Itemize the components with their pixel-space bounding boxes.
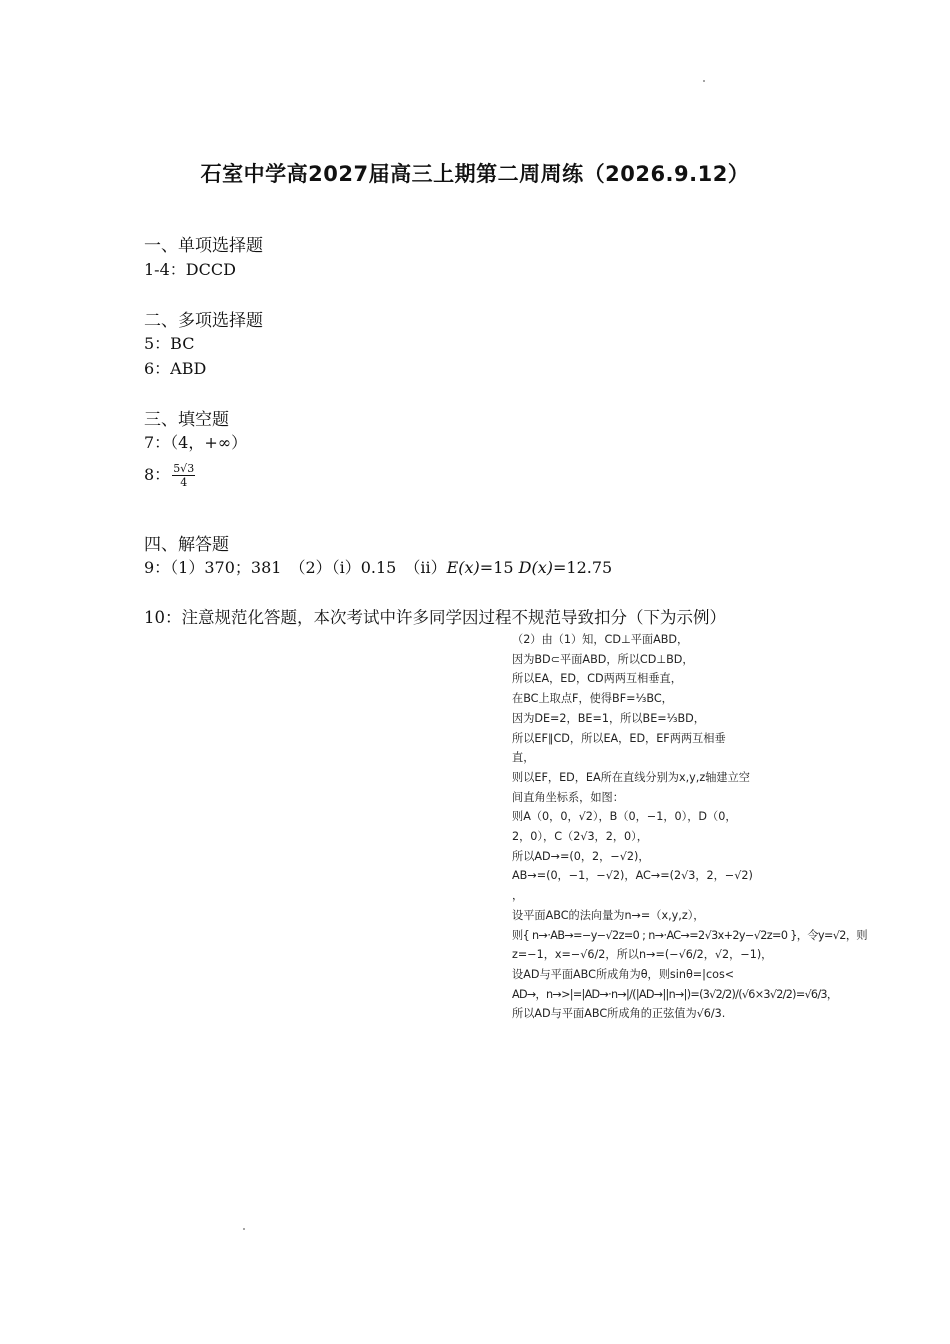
- answer-10-note: 10：注意规范化答题，本次考试中许多同学因过程不规范导致扣分（下为示例）: [144, 608, 726, 627]
- solution-line: 所以AD与平面ABC所成角的正弦值为√6/3.: [512, 1007, 726, 1021]
- section-heading-solutions: 四、解答题: [144, 535, 229, 555]
- variance-value: =12.75: [553, 558, 613, 577]
- solution-line: AD→，n→>|=|AD→·n→|/(|AD→||n→|)=(3√2/2)/(√6×3√2/2)=√6/3，: [512, 987, 838, 1001]
- answer-8: [144, 462, 195, 489]
- solution-line: ，: [512, 889, 524, 903]
- answer-9: [144, 555, 612, 578]
- solution-line: 在BC上取点F，使得BF=⅓BC，: [512, 692, 673, 706]
- solution-line: 则A（0，0，√2），B（0，−1，0），D（0，: [512, 810, 737, 824]
- solution-line: 所以EA，ED，CD两两互相垂直，: [512, 672, 682, 686]
- section-heading-single-choice: 一、单项选择题: [144, 236, 263, 256]
- solution-line: 2，0），C（2√3，2，0），: [512, 830, 648, 844]
- answer-9-parts: 9：（1）370；381 （2）（i）0.15 （ii）: [144, 558, 447, 577]
- expectation-value: =15: [479, 558, 519, 577]
- example-solution-image: [512, 630, 868, 1110]
- answer-5: 5：BC: [144, 334, 195, 353]
- answer-8-label: 8：: [144, 465, 171, 484]
- section-heading-fill-in: 三、填空题: [144, 410, 229, 430]
- answer-8-fraction: [172, 462, 195, 489]
- solution-line: 直，: [512, 751, 535, 765]
- expectation-symbol: E(x): [446, 558, 480, 577]
- solution-line: 设AD与平面ABC所成角为θ，则sinθ=|cos<: [512, 967, 735, 981]
- section-heading-multi-choice: 二、多项选择题: [144, 311, 263, 331]
- fraction-numerator: 5√3: [173, 462, 195, 475]
- solution-line: 则{ n→·AB→=−y−√2z=0 ; n→·AC→=2√3x+2y−√2z=0 }，令y=√2，则: [512, 928, 868, 942]
- solution-line: （2）由（1）知，CD⊥平面ABD，: [512, 633, 689, 646]
- answer-1-4: 1-4：DCCD: [144, 260, 236, 279]
- solution-line: 因为DE=2，BE=1，所以BE=⅓BD，: [512, 711, 705, 725]
- solution-line: 间直角坐标系，如图：: [512, 790, 624, 804]
- page-title: 石室中学高2027届高三上期第二周周练（2026.9.12）: [200, 162, 750, 186]
- answer-6: 6：ABD: [144, 359, 207, 378]
- solution-line: 所以EF∥CD，所以EA，ED，EF两两互相垂: [512, 731, 726, 745]
- solution-line: 设平面ABC的法向量为n→=（x,y,z），: [512, 908, 705, 922]
- scan-speck: [703, 80, 705, 82]
- solution-line: 所以AD→=(0，2，−√2)，: [512, 849, 650, 863]
- solution-line: AB→=(0，−1，−√2)，AC→=(2√3，2，−√2): [512, 869, 753, 883]
- scan-speck: [243, 1228, 245, 1230]
- fraction-denominator: 4: [180, 476, 188, 489]
- variance-symbol: D(x): [518, 558, 553, 577]
- solution-line: 因为BD⊂平面ABD，所以CD⊥BD，: [512, 652, 694, 666]
- solution-line: z=−1，x=−√6/2，所以n→=(−√6/2，√2，−1)，: [512, 948, 773, 962]
- solution-line: 则以EF，ED，EA所在直线分别为x,y,z轴建立空: [512, 770, 750, 784]
- answer-7: 7：（4，+∞）: [144, 433, 248, 452]
